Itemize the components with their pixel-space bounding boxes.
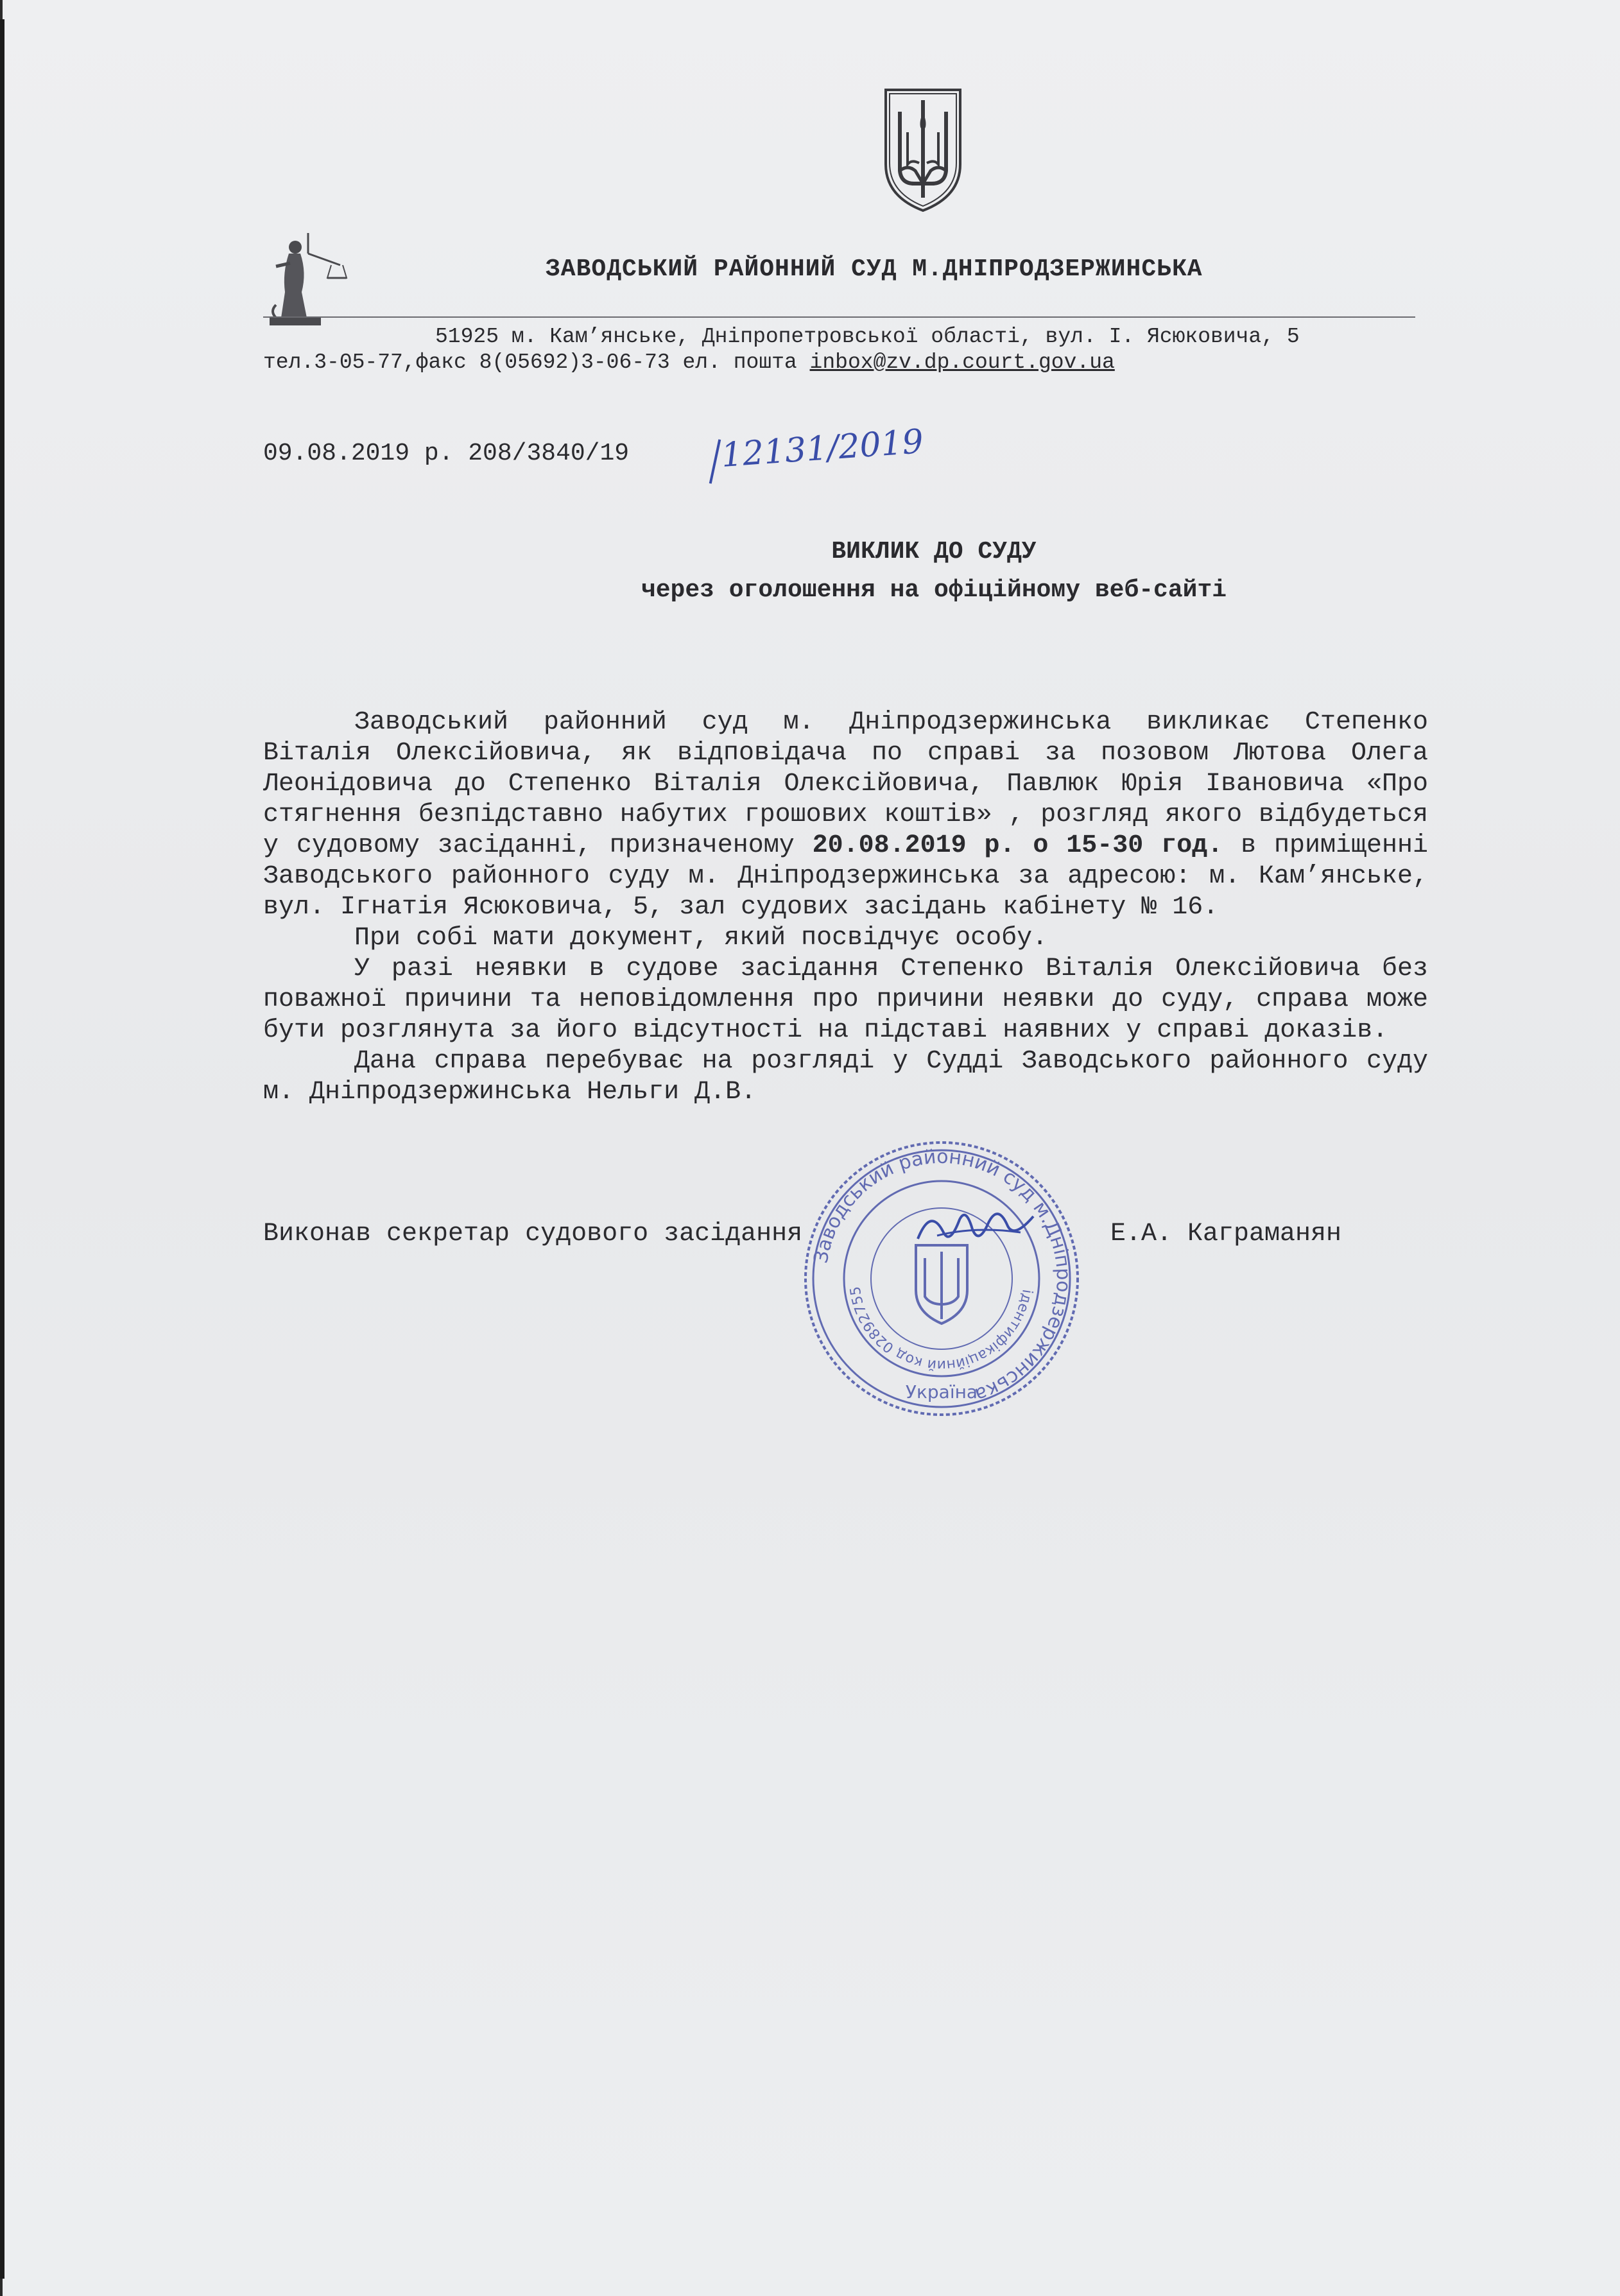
court-stamp-icon — [799, 1136, 1085, 1422]
stamp-outer-text: Заводський районний суд м.Дніпродзержинська — [809, 1145, 1075, 1406]
hearing-datetime: 20.08.2019 р. о 15-30 год. — [812, 831, 1223, 860]
summons-text-start: Заводський районний суд м. Дніпродзержинська викликає Степенко Віталія Олексійовича, як відповідача по справі за позовом Лютова Олега Леонідовича до Степенко Віталія Олексійовича, Павлюк Юрія Івановича «Про стягнення безпідставно набутих грошових коштів» , розгляд якого відбудеться у судовому засіданні, призначеному — [263, 708, 1428, 860]
signature-icon — [911, 1200, 1040, 1252]
paragraph-absence: У разі неявки в судове засідання Степенко Віталія Олексійовича без поважної причини та неповідомлення про причини неявки до суду, справа може бути розглянута за його відсутності на підставі наявних у справі доказів. — [263, 954, 1428, 1045]
signer-name: Е.А. Каграманян — [1110, 1220, 1342, 1248]
paragraph-id-document: При собі мати документ, який посвідчує особу. — [354, 924, 1048, 953]
document-title: ВИКЛИК ДО СУДУ — [831, 538, 1037, 565]
document-subtitle: через оголошення на офіційному веб-сайті — [641, 576, 1227, 604]
email-link[interactable]: inbox@zv.dp.court.gov.ua — [809, 350, 1115, 374]
paragraph-summons — [263, 707, 1428, 923]
handwritten-number: 12131/2019 — [720, 422, 925, 475]
trident-icon — [882, 87, 964, 213]
document-body — [263, 707, 1428, 1108]
date-case-number: 09.08.2019 р. 208/3840/19 — [263, 440, 630, 467]
signer-role: Виконав секретар судового засідання — [263, 1220, 803, 1248]
summons-text-end: в приміщенні Заводського районного суду м. Дніпродзержинська за адресою: м. Кам’янське, вул. Ігнатія Ясюковича, 5, зал судових засідань кабінету № 16. — [263, 831, 1428, 922]
handwritten-slash — [709, 439, 721, 483]
court-name: ЗАВОДСЬКИЙ РАЙОННИЙ СУД М.ДНІПРОДЗЕРЖИНСЬКА — [546, 255, 1203, 283]
paragraph-judge: Дана справа перебуває на розгляді у Судді Заводського районного суду м. Дніпродзержинська Нельги Д.В. — [263, 1047, 1428, 1107]
contacts-phone-fax: тел.3-05-77,факс 8(05692)3-06-73 ел. пошта — [263, 350, 810, 374]
stamp-inner-text: ідентифікаційний код 02892755 — [847, 1285, 1035, 1374]
header-divider — [263, 316, 1415, 318]
stamp-bottom-text: Україна — [905, 1381, 978, 1403]
scan-edge-shadow — [0, 19, 4, 2279]
themis-icon — [257, 228, 350, 327]
court-address: 51925 м. Кам’янське, Дніпропетровської області, вул. І. Ясюковича, 5 — [435, 325, 1300, 349]
court-contacts — [263, 350, 1115, 374]
